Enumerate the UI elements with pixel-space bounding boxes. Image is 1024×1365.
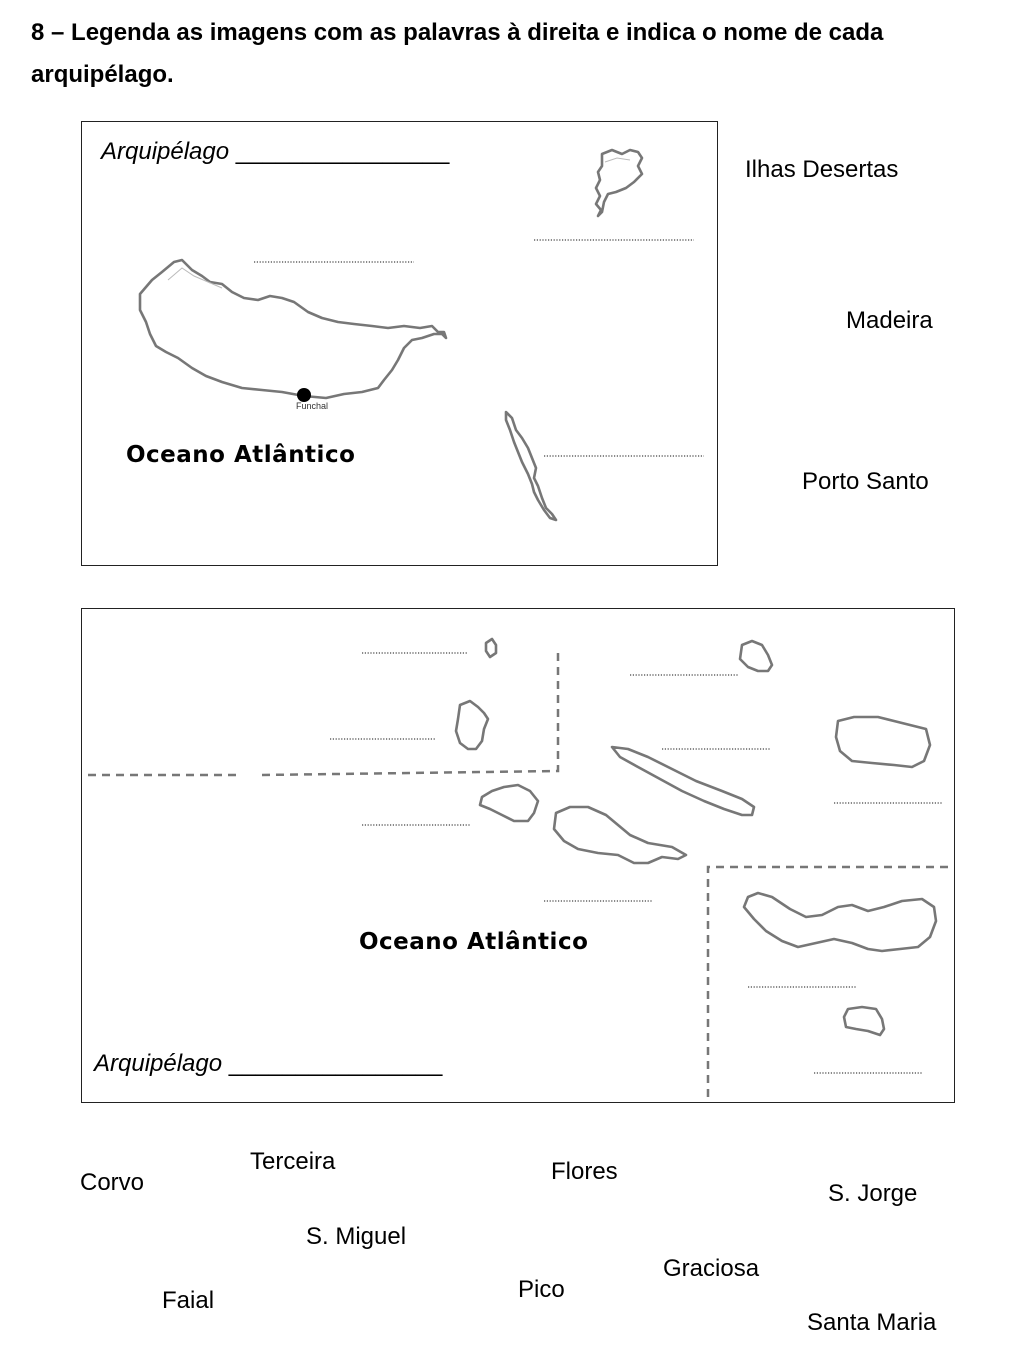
graciosa-island bbox=[740, 641, 772, 671]
terceira-island bbox=[836, 717, 930, 767]
word-terceira: Terceira bbox=[250, 1148, 336, 1175]
corvo-island bbox=[486, 639, 496, 657]
desertas-islands bbox=[506, 412, 556, 520]
word-s-jorge: S. Jorge bbox=[828, 1180, 918, 1207]
ocean-label: Oceano Atlântico bbox=[359, 929, 589, 955]
madeira-archipelago-field[interactable] bbox=[101, 138, 449, 166]
pico-island bbox=[554, 807, 686, 863]
madeira-island bbox=[140, 260, 446, 398]
word-porto-santo: Porto Santo bbox=[802, 468, 929, 495]
madeira-map bbox=[81, 121, 718, 566]
s-jorge-island bbox=[612, 747, 754, 815]
faial-island bbox=[480, 785, 538, 821]
flores-island bbox=[456, 701, 488, 749]
question-title: 8 – Legenda as imagens com as palavras à direita e indica o nome de cada arquipélago. bbox=[31, 19, 884, 88]
word-santa-maria: Santa Maria bbox=[807, 1309, 937, 1336]
word-corvo: Corvo bbox=[80, 1169, 145, 1196]
archipelago-blank[interactable]: ________________ bbox=[235, 138, 450, 165]
separator-west bbox=[88, 653, 558, 775]
santa-maria-island bbox=[844, 1007, 884, 1035]
word-faial: Faial bbox=[162, 1287, 215, 1314]
word-flores: Flores bbox=[551, 1158, 618, 1185]
word-madeira: Madeira bbox=[846, 307, 933, 334]
s-miguel-island bbox=[744, 893, 936, 951]
word-graciosa: Graciosa bbox=[663, 1255, 760, 1282]
funchal-marker bbox=[297, 388, 311, 402]
azores-map-drawing bbox=[82, 609, 956, 1104]
archipelago-label: Arquipélago bbox=[101, 138, 230, 165]
archipelago-label: Arquipélago bbox=[94, 1050, 223, 1077]
separator-east bbox=[708, 867, 952, 1097]
word-ilhas-desertas: Ilhas Desertas bbox=[745, 156, 899, 183]
funchal-label: Funchal bbox=[296, 401, 329, 411]
word-s-miguel: S. Miguel bbox=[306, 1223, 407, 1250]
madeira-map-drawing bbox=[82, 122, 719, 567]
word-pico: Pico bbox=[518, 1276, 565, 1303]
porto-santo-island bbox=[596, 150, 642, 216]
azores-map bbox=[81, 608, 955, 1103]
azores-archipelago-field[interactable] bbox=[94, 1050, 442, 1078]
archipelago-blank[interactable]: ________________ bbox=[228, 1050, 443, 1077]
ocean-label: Oceano Atlântico bbox=[126, 442, 356, 468]
